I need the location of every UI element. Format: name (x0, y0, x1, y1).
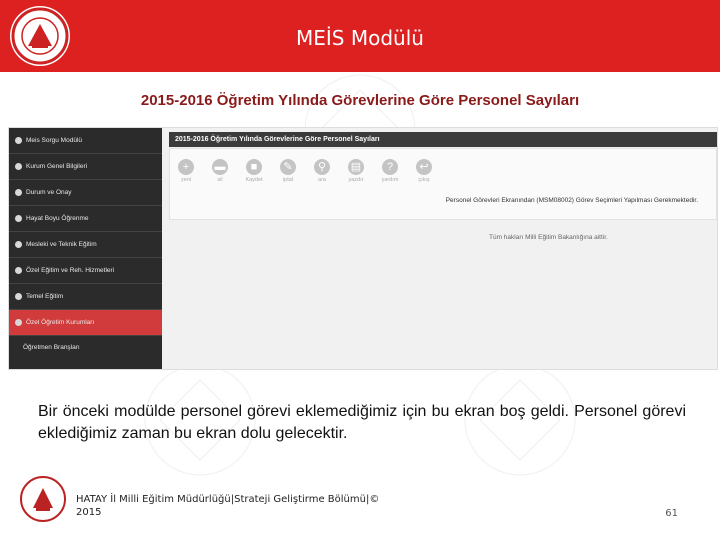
exit-button[interactable] (412, 159, 436, 183)
sidebar-subitem-label: Öğretmen Branşları (23, 343, 80, 351)
bullet-icon (15, 189, 22, 196)
save-button-label: Kaydet (245, 177, 263, 183)
trash-icon: ▬ (212, 159, 228, 175)
sidebar-item-label: Özel Eğitim ve Reh. Hizmetleri (26, 267, 115, 274)
footer-line-2: 2015 (76, 507, 102, 518)
delete-button[interactable] (208, 159, 232, 183)
sidebar-item-mesleki-teknik[interactable] (9, 232, 162, 258)
sidebar-item-label: Kurum Genel Bilgileri (26, 163, 88, 170)
sidebar-item-ozel-ogretim[interactable] (9, 310, 162, 336)
bullet-icon (15, 215, 22, 222)
help-button-label: yardım (381, 177, 399, 183)
help-button[interactable] (378, 159, 402, 183)
body-text: Bir önceki modülde personel görevi eklemediğimiz için bu ekran boş geldi. Personel görevi eklediğimiz zaman bu ekran dolu gelecektir. (38, 403, 686, 442)
search-button[interactable] (310, 159, 334, 183)
sidebar-item-hayat-boyu[interactable] (9, 206, 162, 232)
new-button[interactable] (174, 159, 198, 183)
title-bar (0, 0, 720, 72)
footer-line-1: HATAY İl Milli Eğitim Müdürlüğü|Strateji Geliştirme Bölümü|© (76, 494, 380, 505)
sidebar-item-durum-onay[interactable] (9, 180, 162, 206)
bullet-icon (15, 163, 22, 170)
panel-header: 2015-2016 Öğretim Yılında Görevlerine Göre Personel Sayıları (169, 132, 717, 147)
page-number: 61 (665, 508, 678, 519)
new-button-label: yeni (180, 177, 192, 183)
sidebar-item-label: Mesleki ve Teknik Eğitim (26, 241, 97, 248)
exit-button-label: çıkış (418, 177, 430, 183)
plus-icon: + (178, 159, 194, 175)
sidebar-item-meis-sorgu[interactable] (9, 128, 162, 154)
copyright-text: Tüm hakları Milli Eğitim Bakanlığına aittir. (489, 234, 608, 241)
cancel-button-label: iptal (282, 177, 294, 183)
bullet-icon (15, 241, 22, 248)
print-button-label: yazdır (348, 177, 364, 183)
print-button[interactable] (344, 159, 368, 183)
sidebar-item-label: Durum ve Onay (26, 189, 72, 196)
sidebar-item-label: Hayat Boyu Öğrenme (26, 215, 89, 222)
save-button[interactable] (242, 159, 266, 183)
sidebar-item-label: Temel Eğitim (26, 293, 64, 300)
footer-logo (18, 474, 68, 524)
bullet-icon (15, 267, 22, 274)
search-icon: ⚲ (314, 159, 330, 175)
slide-title: MEİS Modülü (296, 26, 424, 50)
cancel-button[interactable] (276, 159, 300, 183)
search-button-label: ara (318, 177, 326, 183)
sidebar-item-label: Meis Sorgu Modülü (26, 137, 82, 144)
sidebar-item-temel-egitim[interactable] (9, 284, 162, 310)
info-message: Personel Görevleri Ekranından (MSM08002) Görev Seçimleri Yapılması Gerekmektedir. (445, 197, 698, 204)
help-icon: ? (382, 159, 398, 175)
sidebar-item-label: Özel Öğretim Kurumları (26, 319, 95, 326)
footer-text (76, 493, 379, 519)
print-icon: ▤ (348, 159, 364, 175)
app-screenshot (8, 127, 718, 370)
save-icon: ■ (246, 159, 262, 175)
toolbar (169, 148, 717, 220)
sidebar (9, 128, 162, 369)
sidebar-subitem-ogretmen-branslari[interactable] (9, 336, 162, 358)
delete-button-label: sil (217, 177, 223, 183)
sidebar-item-ozel-egitim[interactable] (9, 258, 162, 284)
bullet-icon (15, 137, 22, 144)
edit-icon: ✎ (280, 159, 296, 175)
exit-icon: ↩ (416, 159, 432, 175)
bullet-icon (15, 319, 22, 326)
slide-heading: 2015-2016 Öğretim Yılında Görevlerine Göre Personel Sayıları (140, 92, 580, 109)
sidebar-item-kurum-genel[interactable] (9, 154, 162, 180)
bullet-icon (15, 293, 22, 300)
